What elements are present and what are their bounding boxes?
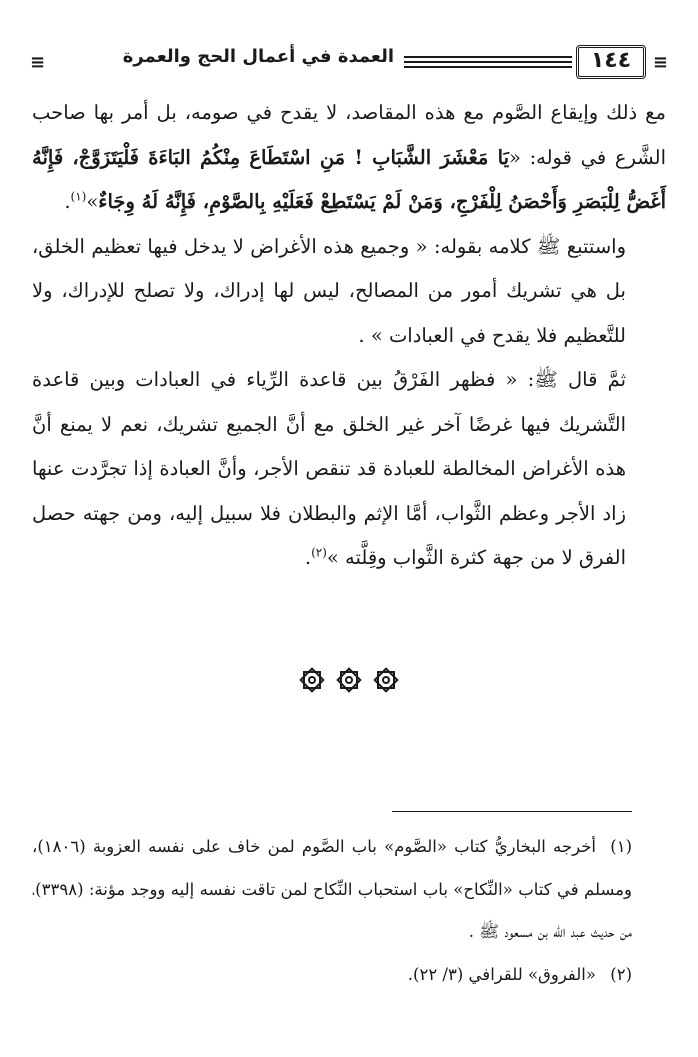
paragraph-3: ثمَّ قال ﷺ: « فظهر الفَرْقُ بين قاعدة الرِّياء في العبادات وبين قاعدة التَّشريك فيها غرضًا آخر غير الخلق مع أنَّ الجميع تشريك، نعم لا يمنع أنَّ هذه الأغراض المخالطة للعبادة قد تنقص الأجر، وأنَّ العبادة إذا تجرَّدت عنها زاد الأجر وعظم الثَّواب، أمَّا الإثم والبطلان فلا سبيل إليه، ومن جهته حصل الفرق لا من جهة كثرة الثَّواب وقِلَّته »$^{(٢)}$.: [32, 368, 626, 569]
footnote-2: [32, 954, 632, 997]
header-right-marker: ≡: [652, 52, 668, 73]
footnote-1: [32, 826, 632, 954]
page-header: [30, 44, 668, 80]
paragraph-2: واستتبع ﷺ كلامه بقوله: « وجميع هذه الأغراض لا يدخل فيها تعظيم الخلق، بل هي تشريك أمور من المصالح، ليس لها إدراك، ولا تصلح للإدراك، ولا للتَّعظيم فلا يقدح في العبادات » .: [32, 234, 626, 347]
header-left-marker: ≡: [30, 52, 46, 73]
header-rule: [404, 66, 572, 68]
footnotes: [32, 826, 632, 996]
footnote-ref-1: (١): [70, 189, 87, 204]
paragraph-1: مع ذلك وإيقاع الصَّوم مع هذه المقاصد، لا يقدح في صومه، بل أمر بها صاحب الشَّرع في قوله: «يَا مَعْشَرَ الشَّبَابِ ! مَنِ اسْتَطَاعَ مِنْكُمُ البَاءَةَ فَلْيَتَزَوَّجْ، فَإِنَّهُ أَغَضُّ لِلْبَصَرِ وَأَحْصَنُ لِلْفَرْجِ، وَمَنْ لَمْ يَسْتَطِعْ فَعَلَيْهِ بِالصَّوْمِ، فَإِنَّهُ لَهُ وِجَاءٌ»$^{(١)}$.: [32, 101, 666, 213]
hadith-quote: يَا مَعْشَرَ الشَّبَابِ ! مَنِ اسْتَطَاعَ مِنْكُمُ البَاءَةَ فَلْيَتَزَوَّجْ، فَإِنَّهُ أَغَضُّ لِلْبَصَرِ وَأَحْصَنُ لِلْفَرْجِ، وَمَنْ لَمْ يَسْتَطِعْ فَعَلَيْهِ بِالصَّوْمِ، فَإِنَّهُ لَهُ وِجَاءٌ: [32, 145, 666, 213]
footnote-separator: [392, 811, 632, 812]
footnote-ref-2: (٢): [311, 545, 327, 560]
flower-ornament-icon: [372, 666, 400, 694]
flower-ornament-icon: [298, 666, 326, 694]
header-rule: [404, 56, 572, 58]
main-text: [32, 91, 666, 581]
footnote-text: أخرجه البخاريُّ كتاب «الصَّوم» باب الصَّوم لمن خاف على نفسه العزوبة (١٨٠٦)، ومسلم في كتاب «النِّكاح» باب استحباب النِّكاح لمن تاقت نفسه إليه ووجد مؤنة: (٣٣٩٨)، من حديث عبد الله بن مسعود ﷺ .: [32, 837, 632, 941]
flower-ornament-icon: [335, 666, 363, 694]
header-rule: [404, 61, 572, 63]
footnote-number: (١): [610, 837, 632, 856]
page-number: ١٤٤: [576, 45, 646, 79]
section-ornament: [0, 666, 698, 698]
footnote-number: (٢): [610, 964, 632, 984]
footnote-text: «الفروق» للقرافي (٣/ ٢٢).: [407, 964, 596, 984]
running-title: العمدة في أعمال الحج والعمرة: [122, 46, 394, 67]
